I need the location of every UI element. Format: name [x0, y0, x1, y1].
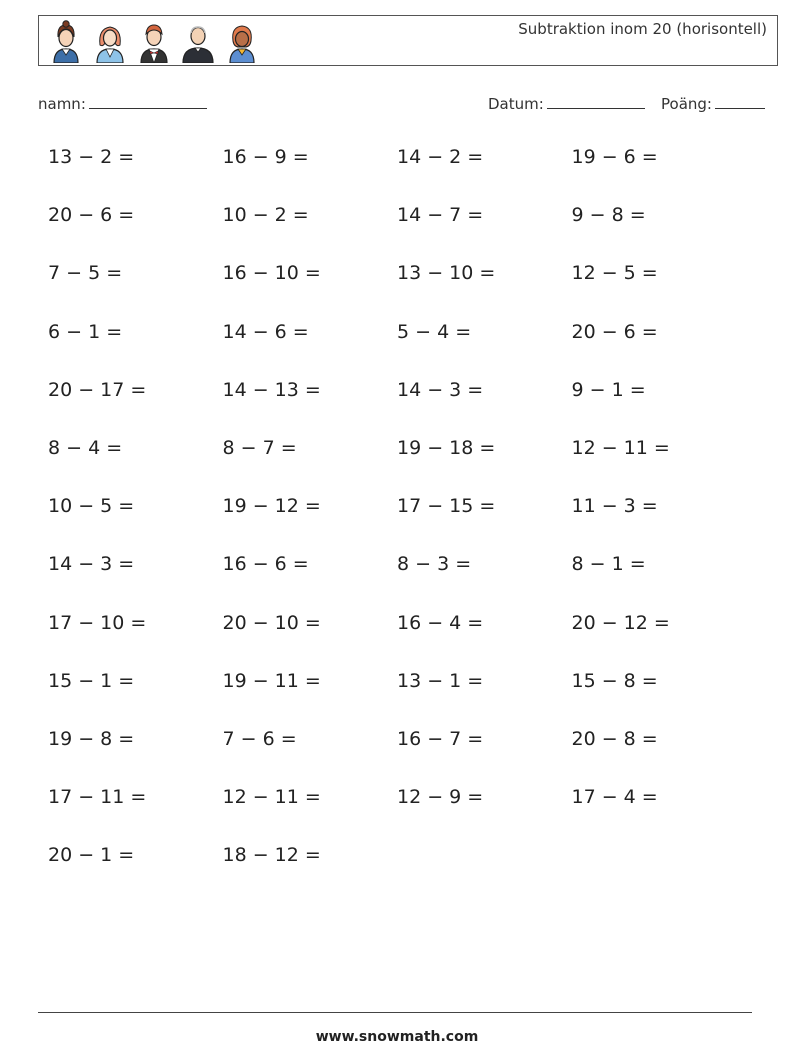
score-field	[661, 94, 765, 113]
problem-item: 19 − 8 =	[48, 727, 135, 750]
problem-item: 14 − 6 =	[222, 320, 309, 343]
problem-item: 10 − 5 =	[48, 495, 135, 518]
problem-item: 7 − 5 =	[48, 262, 123, 285]
problem-item: 13 − 1 =	[397, 669, 484, 692]
problem-item: 20 − 6 =	[571, 320, 658, 343]
date-label: Datum:	[488, 95, 544, 113]
problem-item: 16 − 9 =	[222, 146, 309, 168]
problem-item: 15 − 1 =	[48, 669, 135, 692]
problem-item: 17 − 15 =	[397, 495, 496, 518]
problem-item: 6 − 1 =	[48, 320, 123, 343]
problem-item: 5 − 4 =	[397, 320, 472, 343]
date-field	[488, 94, 645, 113]
problem-item: 20 − 10 =	[222, 611, 321, 634]
problem-item: 13 − 2 =	[48, 146, 135, 168]
problem-item: 19 − 12 =	[222, 495, 321, 518]
woman-icon	[47, 19, 85, 63]
problem-item: 14 − 13 =	[222, 378, 321, 401]
problem-item: 9 − 1 =	[571, 378, 646, 401]
problem-item: 20 − 8 =	[571, 727, 658, 750]
name-label: namn:	[38, 95, 86, 113]
worksheet-title: Subtraktion inom 20 (horisontell)	[518, 20, 767, 38]
problem-item: 16 − 10 =	[222, 262, 321, 285]
problem-item: 20 − 6 =	[48, 204, 135, 227]
name-line[interactable]	[89, 94, 207, 109]
problem-item: 16 − 7 =	[397, 727, 484, 750]
problem-item: 14 − 3 =	[397, 378, 484, 401]
problem-item: 19 − 18 =	[397, 436, 496, 459]
problem-item: 16 − 4 =	[397, 611, 484, 634]
problem-item: 16 − 6 =	[222, 553, 309, 576]
score-label: Poäng:	[661, 95, 712, 113]
problem-item: 8 − 3 =	[397, 553, 472, 576]
problem-item: 12 − 9 =	[397, 786, 484, 809]
problem-item: 8 − 4 =	[48, 436, 123, 459]
name-field	[38, 94, 207, 113]
problem-item: 14 − 3 =	[48, 553, 135, 576]
problem-item: 14 − 7 =	[397, 204, 484, 227]
problem-item: 12 − 11 =	[571, 436, 670, 459]
problem-item: 20 − 12 =	[571, 611, 670, 634]
problem-item: 20 − 1 =	[48, 844, 135, 867]
problem-item: 19 − 6 =	[571, 146, 658, 168]
problem-item: 12 − 11 =	[222, 786, 321, 809]
problem-item: 8 − 1 =	[571, 553, 646, 576]
problem-item: 12 − 5 =	[571, 262, 658, 285]
problem-item: 18 − 12 =	[222, 844, 321, 867]
problem-item: 10 − 2 =	[222, 204, 309, 227]
problem-item: 13 − 10 =	[397, 262, 496, 285]
problem-item: 14 − 2 =	[397, 146, 484, 168]
problem-item: 7 − 6 =	[222, 727, 297, 750]
date-line[interactable]	[547, 94, 645, 109]
worksheet-header	[38, 15, 778, 66]
score-line[interactable]	[715, 94, 765, 109]
problem-grid	[48, 146, 748, 902]
avatar-row	[47, 19, 261, 63]
problem-item: 17 − 10 =	[48, 611, 147, 634]
problem-item: 11 − 3 =	[571, 495, 658, 518]
waiter-icon	[135, 19, 173, 63]
problem-item: 17 − 11 =	[48, 786, 147, 809]
woman-icon	[223, 19, 261, 63]
woman-icon	[91, 19, 129, 63]
problem-item: 9 − 8 =	[571, 204, 646, 227]
problem-item: 8 − 7 =	[222, 436, 297, 459]
problem-item: 17 − 4 =	[571, 786, 658, 809]
man-icon	[179, 19, 217, 63]
problem-item: 15 − 8 =	[571, 669, 658, 692]
footer-url: www.snowmath.com	[315, 1029, 479, 1045]
footer-divider	[38, 1012, 752, 1013]
problem-item: 19 − 11 =	[222, 669, 321, 692]
problem-item: 20 − 17 =	[48, 378, 147, 401]
